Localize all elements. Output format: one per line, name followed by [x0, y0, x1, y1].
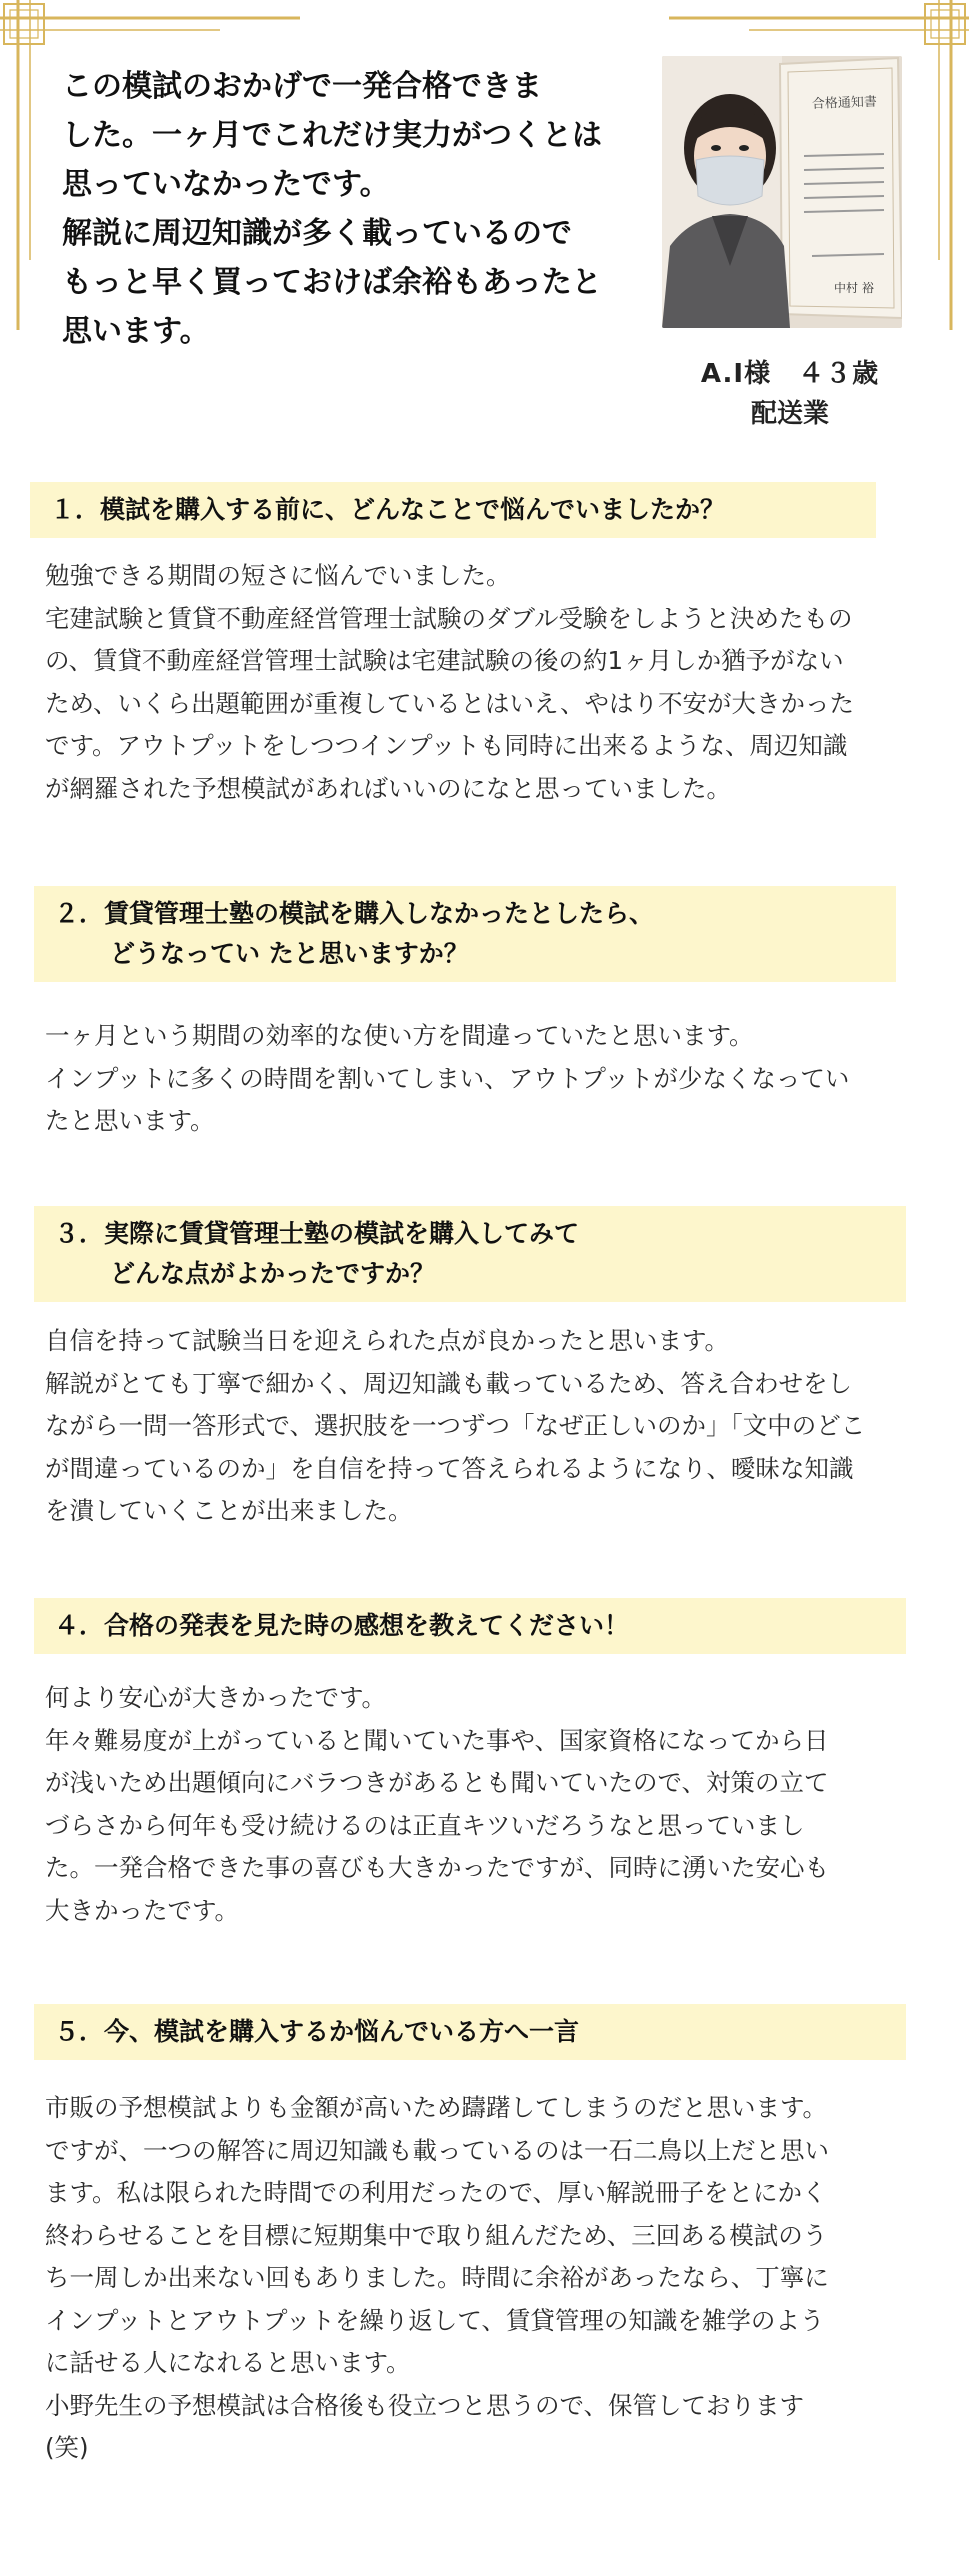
question-heading-line: ２．賃貸管理士塾の模試を購入しなかったとしたら、	[54, 899, 655, 928]
answer-4	[45, 1677, 945, 1932]
answer-line: ち一周しか出来ない回もありました。時間に余裕があったなら、丁寧に	[45, 2263, 829, 2292]
quote-line: 思います。	[62, 314, 210, 349]
answer-line: 宅建試験と賃貸不動産経営管理士試験のダブル受験をしようと決めたもの	[45, 603, 853, 633]
quote-line: もっと早く買っておけば余裕もあったと	[62, 265, 602, 300]
question-heading-5	[34, 2004, 906, 2060]
answer-2	[45, 1015, 945, 1143]
question-heading-1	[30, 482, 876, 538]
answer-line: 一ヶ月という期間の効率的な使い方を間違っていたと思います。	[45, 1021, 754, 1050]
answer-line: に話せる人になれると思います。	[45, 2348, 411, 2377]
quote-line: した。一ヶ月でこれだけ実力がつくとは	[62, 118, 602, 153]
answer-line: ですが、一つの解答に周辺知識も載っているのは一石二鳥以上だと思い	[45, 2135, 829, 2165]
testimonial-quote	[62, 62, 642, 356]
quote-line: 解説に周辺知識が多く載っているので	[62, 216, 572, 251]
answer-line: ながら一問一答形式で、選択肢を一つずつ「なぜ正しいのか」「文中のどこ	[45, 1411, 866, 1440]
answer-line: です。アウトプットをしつつインプットも同時に出来るような、周辺知識	[45, 731, 848, 760]
answer-5	[45, 2087, 945, 2470]
question-heading-line: ５．今、模試を購入するか悩んでいる方へ一言	[54, 2017, 580, 2046]
question-heading-4	[34, 1598, 906, 1654]
answer-line: が網羅された予想模試があればいいのになと思っていました。	[45, 773, 731, 803]
certificate-signature: 中村 裕	[834, 281, 874, 295]
question-heading-line: ４．合格の発表を見た時の感想を教えてください！	[54, 1611, 630, 1640]
answer-line: 終わらせることを目標に短期集中で取り組んだため、三回ある模試のう	[45, 2220, 828, 2250]
customer-name-age: A.I様 ４３歳	[700, 359, 880, 389]
answer-line: 小野先生の予想模試は合格後も役立つと思うので、保管しております	[45, 2390, 805, 2420]
answer-line: が間違っているのか」を自信を持って答えられるようになり、曖昧な知識	[45, 1453, 854, 1483]
customer-occupation: 配送業	[750, 399, 829, 429]
answer-line: が浅いため出題傾向にバラつきがあるとも聞いていたので、対策の立て	[45, 1768, 829, 1797]
question-heading-3	[34, 1206, 906, 1302]
answer-3	[45, 1320, 945, 1533]
answer-line: たと思います。	[45, 1106, 215, 1135]
question-heading-line: ３．実際に賃貸管理士塾の模試を購入してみて	[54, 1219, 580, 1248]
answer-line: を潰していくことが出来ました。	[45, 1496, 413, 1525]
quote-line: 思っていなかったです。	[62, 167, 390, 202]
answer-line: ため、いくら出題範囲が重複しているとはいえ、やはり不安が大きかった	[45, 688, 854, 718]
certificate-photo-illustration	[662, 56, 902, 328]
answer-1	[45, 555, 945, 810]
answer-line: 大きかったです。	[45, 1895, 240, 1925]
answer-line: づらさから何年も受け続けるのは正直キツいだろうなと思っていまし	[45, 1810, 805, 1840]
question-heading-line: どうなってい たと思いますか？	[110, 939, 469, 968]
question-heading-line: どんな点がよかったですか？	[110, 1259, 436, 1288]
answer-line: 年々難易度が上がっていると聞いていた事や、国家資格になってから日	[45, 1725, 829, 1755]
answer-line: インプットに多くの時間を割いてしまい、アウトプットが少なくなってい	[45, 1063, 850, 1093]
answer-line: 解説がとても丁寧で細かく、周辺知識も載っているため、答え合わせをし	[45, 1368, 853, 1398]
answer-line: の、賃貸不動産経営管理士試験は宅建試験の後の約1ヶ月しか猶予がない	[45, 646, 844, 675]
answer-line: (笑)	[45, 2433, 89, 2462]
question-heading-2	[34, 886, 896, 982]
answer-line: 何より安心が大きかったです。	[45, 1683, 387, 1712]
answer-line: た。一発合格できた事の喜びも大きかったですが、同時に湧いた安心も	[45, 1853, 829, 1882]
answer-line: 市販の予想模試よりも金額が高いため躊躇してしまうのだと思います。	[45, 2093, 828, 2122]
customer-photo	[662, 56, 902, 328]
question-heading-line: １．模試を購入する前に、どんなことで悩んでいましたか？	[50, 495, 726, 524]
answer-line: 勉強できる期間の短さに悩んでいました。	[45, 561, 511, 590]
quote-line: この模試のおかげで一発合格できま	[62, 69, 542, 104]
answer-line: 自信を持って試験当日を迎えられた点が良かったと思います。	[45, 1326, 730, 1355]
certificate-title: 合格通知書	[811, 94, 878, 112]
answer-line: ます。私は限られた時間での利用だったので、厚い解説冊子をとにかく	[45, 2178, 827, 2207]
answer-line: インプットとアウトプットを繰り返して、賃貸管理の知識を雑学のよう	[45, 2305, 825, 2335]
